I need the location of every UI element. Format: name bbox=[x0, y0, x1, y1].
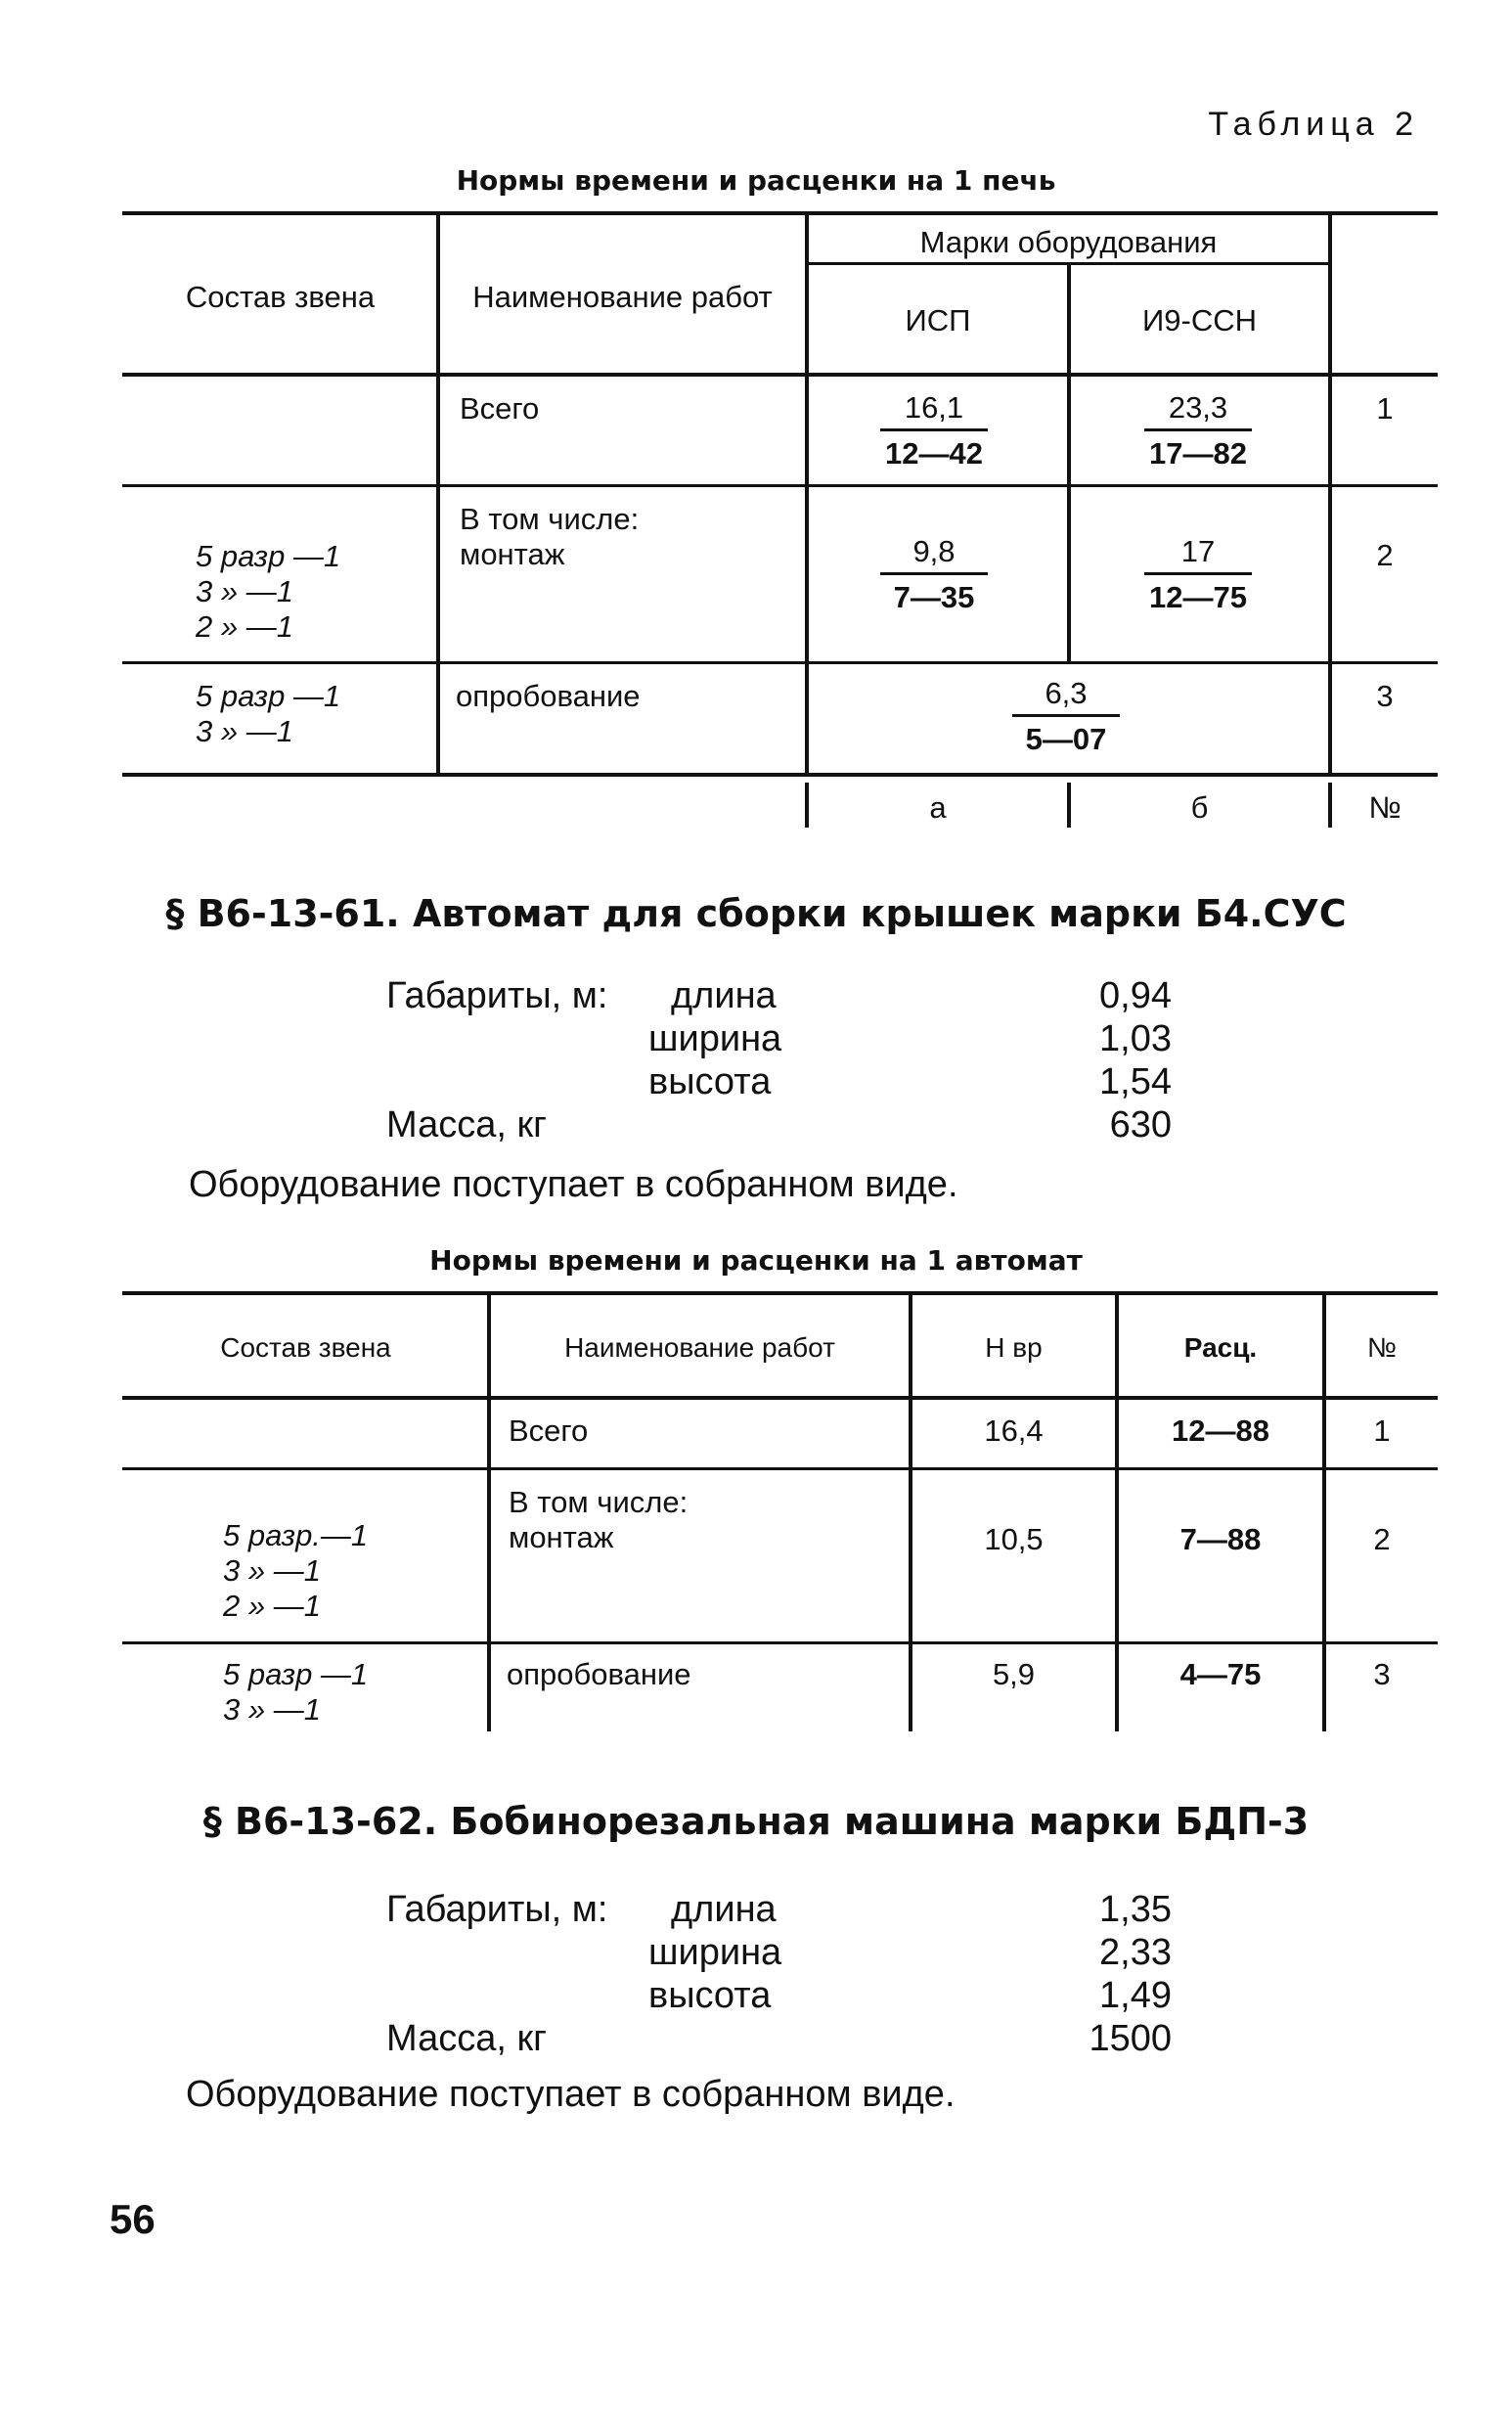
table1-row1-num: 1 bbox=[1376, 391, 1394, 426]
composition-line: 3 » —1 bbox=[223, 1692, 321, 1727]
table2-row3-composition bbox=[223, 1657, 368, 1728]
fraction-denominator: 12—42 bbox=[885, 436, 983, 471]
composition-line: 5 разр —1 bbox=[223, 1657, 369, 1691]
table1-footer-num: № bbox=[1368, 790, 1401, 825]
fraction-denominator: 17—82 bbox=[1149, 436, 1247, 471]
table1-row-rule bbox=[122, 661, 1438, 664]
section1-dims-label: Габариты, м: bbox=[386, 975, 608, 1016]
table-label: Таблица 2 bbox=[1208, 106, 1419, 143]
table2-row2-work bbox=[509, 1485, 688, 1555]
table2-row2-nvr: 10,5 bbox=[984, 1522, 1044, 1556]
section1-dim-name: высота bbox=[648, 1061, 772, 1102]
section1-dim-value: 1,54 bbox=[1099, 1061, 1172, 1102]
table1-row2-num: 2 bbox=[1376, 538, 1394, 572]
fraction-numerator: 17 bbox=[1180, 534, 1216, 568]
section2-dim-name: высота bbox=[648, 1975, 772, 2016]
composition-line: 3 » —1 bbox=[196, 574, 293, 608]
composition-line: 5 разр —1 bbox=[196, 679, 341, 713]
table2-row-rule bbox=[122, 1641, 1438, 1644]
fraction-denominator: 5—07 bbox=[1025, 722, 1107, 756]
table2-row2-rate: 7—88 bbox=[1179, 1522, 1262, 1556]
table1-row1-work: Всего bbox=[460, 391, 540, 426]
table1-header-rule bbox=[122, 373, 1438, 377]
table1-col-rule bbox=[805, 213, 809, 775]
table2-row3-num: 3 bbox=[1373, 1657, 1391, 1691]
table1-header-composition: Состав звена bbox=[185, 280, 376, 314]
section2-dim-name: ширина bbox=[648, 1932, 782, 1973]
work-line: В том числе: bbox=[460, 502, 640, 536]
table2-header-rate: Расц. bbox=[1183, 1332, 1258, 1363]
table2-row3-rate: 4—75 bbox=[1179, 1657, 1262, 1691]
table1-header-col-a: ИСП bbox=[905, 303, 971, 337]
table2-row1-work: Всего bbox=[509, 1414, 589, 1448]
table1-row2-a bbox=[880, 533, 988, 616]
work-line: монтаж bbox=[509, 1520, 614, 1554]
fraction-numerator: 23,3 bbox=[1168, 390, 1228, 425]
section1-note: Оборудование поступает в собранном виде. bbox=[189, 1164, 958, 1205]
table2-row1-nvr: 16,4 bbox=[984, 1414, 1044, 1448]
table1-row3-num: 3 bbox=[1376, 679, 1394, 713]
composition-line: 3 » —1 bbox=[223, 1553, 321, 1588]
section2-mass-value: 1500 bbox=[1089, 2018, 1172, 2059]
table1-caption: Нормы времени и расценки на 1 печь bbox=[456, 164, 1056, 197]
fraction-numerator: 6,3 bbox=[1045, 676, 1088, 710]
table1-row3-merged bbox=[1012, 675, 1120, 758]
table2-row3-nvr: 5,9 bbox=[992, 1657, 1036, 1691]
fraction-denominator: 12—75 bbox=[1149, 580, 1247, 614]
table1-footer-b: б bbox=[1190, 790, 1209, 825]
table2-header-composition: Состав звена bbox=[220, 1332, 391, 1363]
table1-top-rule bbox=[122, 211, 1438, 215]
table2-top-rule bbox=[122, 1291, 1438, 1295]
section1-dim-name: ширина bbox=[648, 1018, 782, 1059]
section2-dim-value: 1,49 bbox=[1099, 1975, 1172, 2016]
table2-row2-num: 2 bbox=[1373, 1522, 1391, 1556]
table2-row2-composition bbox=[223, 1518, 368, 1624]
table1-bottom-rule bbox=[122, 773, 1438, 777]
section2-dim-value: 2,33 bbox=[1099, 1932, 1172, 1973]
table2-row1-rate: 12—88 bbox=[1172, 1414, 1269, 1448]
table1-row-rule bbox=[122, 484, 1438, 487]
table2-row3-work: опробование bbox=[507, 1657, 691, 1691]
work-line: В том числе: bbox=[509, 1485, 689, 1519]
section2-title: § В6-13-62. Бобинорезальная машина марки БДП-3 bbox=[202, 1800, 1310, 1843]
composition-line: 2 » —1 bbox=[223, 1589, 321, 1623]
table2-header-rule bbox=[122, 1396, 1438, 1400]
table1-row3-composition bbox=[196, 679, 340, 749]
table1-header-equipment: Марки оборудования bbox=[919, 225, 1218, 259]
section2-mass-label: Масса, кг bbox=[386, 2018, 547, 2059]
fraction-numerator: 9,8 bbox=[912, 534, 956, 568]
fraction-denominator: 7—35 bbox=[893, 580, 975, 614]
table1-row2-b bbox=[1144, 533, 1252, 616]
fraction-numerator: 16,1 bbox=[904, 390, 964, 425]
table1-row2-work bbox=[460, 502, 639, 572]
table2-header-num: № bbox=[1366, 1332, 1398, 1363]
table1-header-work: Наименование работ bbox=[472, 280, 773, 314]
table1-row3-work: опробование bbox=[456, 679, 641, 713]
section1-dim-value: 1,03 bbox=[1099, 1018, 1172, 1059]
section1-mass-value: 630 bbox=[1109, 1104, 1172, 1145]
table1-row2-composition bbox=[196, 539, 340, 645]
section1-title: § В6-13-61. Автомат для сборки крышек марки Б4.СУС bbox=[165, 892, 1347, 935]
composition-line: 2 » —1 bbox=[196, 609, 293, 644]
table2-row1-num: 1 bbox=[1373, 1414, 1391, 1448]
page-number: 56 bbox=[110, 2196, 156, 2242]
section1-dim-name: длина bbox=[671, 975, 777, 1016]
section1-mass-label: Масса, кг bbox=[386, 1104, 547, 1145]
composition-line: 5 разр —1 bbox=[196, 539, 341, 573]
section2-dim-name: длина bbox=[671, 1889, 777, 1930]
section2-note: Оборудование поступает в собранном виде. bbox=[186, 2074, 956, 2115]
section2-dim-value: 1,35 bbox=[1099, 1889, 1172, 1930]
section1-dim-value: 0,94 bbox=[1099, 975, 1172, 1016]
table2-caption: Нормы времени и расценки на 1 автомат bbox=[429, 1244, 1083, 1277]
table1-row1-b bbox=[1144, 389, 1252, 472]
table1-header-col-b: И9-ССН bbox=[1141, 303, 1257, 337]
table1-row1-a bbox=[880, 389, 988, 472]
table2-row-rule bbox=[122, 1467, 1438, 1470]
composition-line: 3 » —1 bbox=[196, 714, 293, 748]
table2-header-nvr: Н вр bbox=[985, 1332, 1043, 1363]
composition-line: 5 разр.—1 bbox=[223, 1518, 369, 1552]
table2-header-work: Наименование работ bbox=[564, 1332, 835, 1363]
table1-footer-a: а bbox=[929, 790, 947, 825]
section2-dims-label: Габариты, м: bbox=[386, 1889, 608, 1930]
work-line: монтаж bbox=[460, 537, 565, 571]
